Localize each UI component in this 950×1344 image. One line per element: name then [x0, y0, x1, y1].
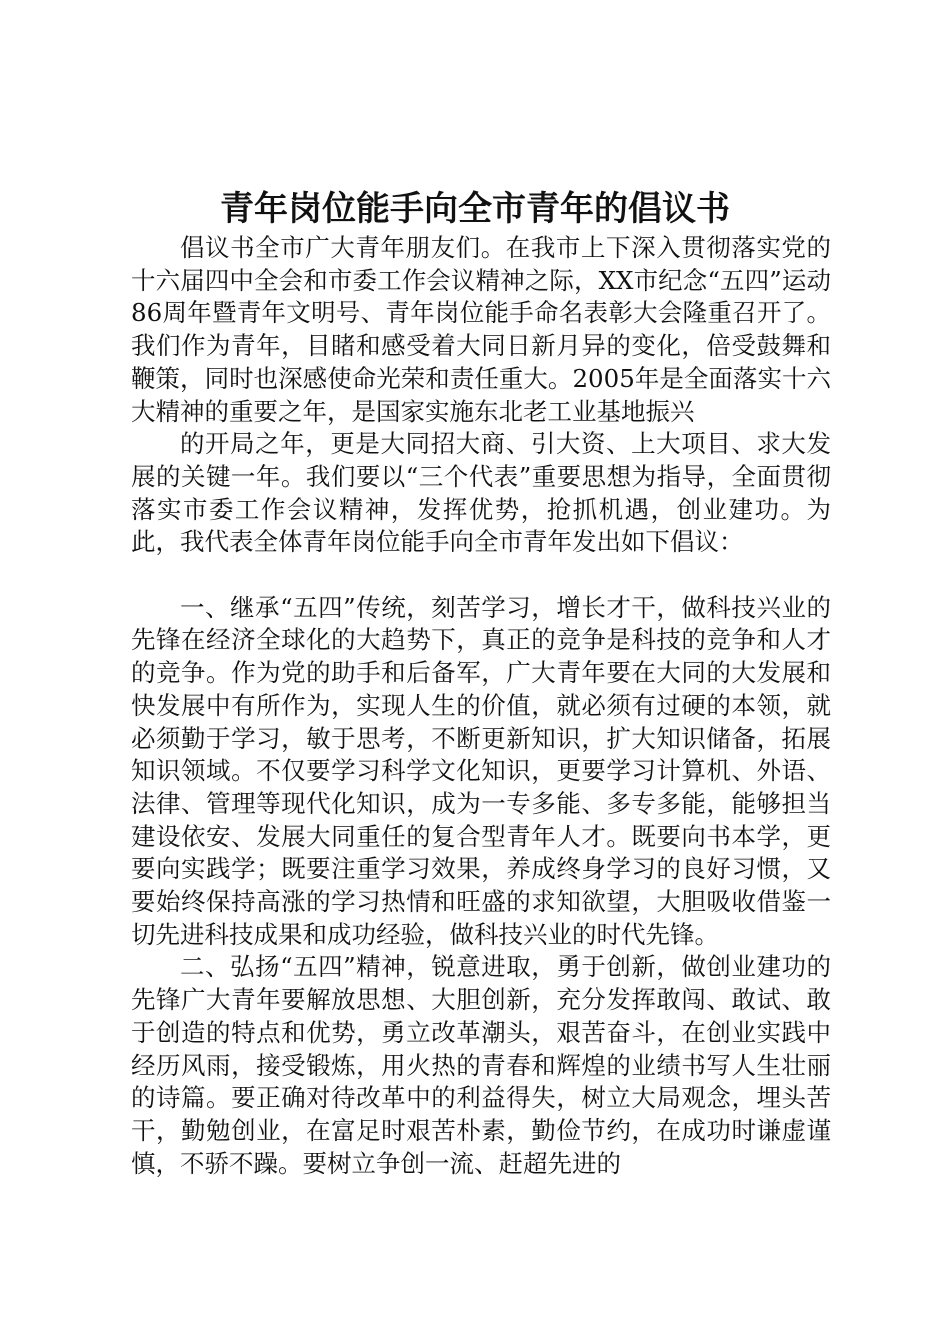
paragraph-proposal-one: 一、继承“五四”传统，刻苦学习，增长才干，做科技兴业的先锋在经济全球化的大趋势下，真正的竞争是科技的竞争和人才的竞争。作为党的助手和后备军，广大青年要在大同的大发展和快发展中有所作为，实现人生的价值，就必须有过硬的本领，就必须勤于学习，敏于思考，不断更新知识，扩大知识储备，拓展知识领域。不仅要学习科学文化知识，更要学习计算机、外语、法律、管理等现代化知识，成为一专多能、多专多能，能够担当建设依安、发展大同重任的复合型青年人才。既要向书本学，更要向实践学；既要注重学习效果，养成终身学习的良好习惯，又要始终保持高涨的学习热情和旺盛的求知欲望，大胆吸收借鉴一切先进科技成果和成功经验，做科技兴业的时代先锋。: [131, 592, 831, 949]
document-body: [131, 232, 831, 1180]
document-title: 青年岗位能手向全市青年的倡议书: [220, 189, 730, 229]
paragraph-proposal-two: 二、弘扬“五四”精神，锐意进取，勇于创新，做创业建功的先锋广大青年要解放思想、大胆创新，充分发挥敢闯、敢试、敢于创造的特点和优势，勇立改革潮头，艰苦奋斗，在创业实践中经历风雨，接受锻炼，用火热的青春和辉煌的业绩书写人生壮丽的诗篇。要正确对待改革中的利益得失，树立大局观念，埋头苦干，勤勉创业，在富足时艰苦朴素，勤俭节约，在成功时谦虚谨慎，不骄不躁。要树立争创一流、赶超先进的: [131, 952, 831, 1178]
paragraph-intro: 倡议书全市广大青年朋友们。在我市上下深入贯彻落实党的十六届四中全会和市委工作会议精神之际，XX市纪念“五四”运动86周年暨青年文明号、青年岗位能手命名表彰大会隆重召开了。我们作为青年，目睹和感受着大同日新月异的变化，倍受鼓舞和鞭策，同时也深感使命光荣和责任重大。2005年是全面落实十六大精神的重要之年，是国家实施东北老工业基地振兴: [131, 233, 831, 426]
paragraph-intro-continued: 的开局之年，更是大同招大商、引大资、上大项目、求大发展的关键一年。我们要以“三个代表”重要思想为指导，全面贯彻落实市委工作会议精神，发挥优势，抢抓机遇，创业建功。为此，我代表全体青年岗位能手向全市青年发出如下倡议：: [131, 429, 831, 557]
